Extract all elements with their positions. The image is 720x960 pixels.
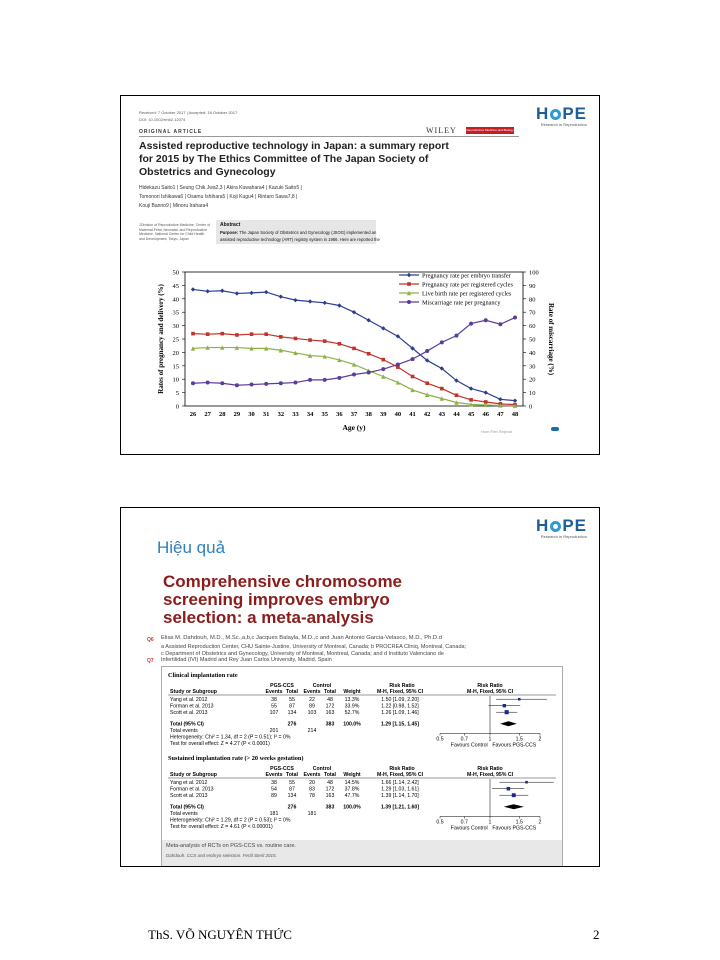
data-point: [367, 352, 371, 356]
hope-logo-2: H PE Research in Reproduction: [536, 516, 587, 539]
favours-right: Favours PGS-CCS: [492, 825, 537, 832]
risk-ratio-ci: 1.39 [1.14, 1.70]: [381, 793, 419, 799]
data-point: [220, 289, 224, 293]
total-control: 172: [325, 703, 335, 710]
x-tick-label: 45: [467, 411, 475, 418]
data-point: [279, 294, 283, 298]
group-header: Risk Ratio: [389, 683, 415, 689]
data-point: [469, 398, 473, 402]
forest-tick-label: 0.7: [460, 819, 468, 826]
column-header: Events: [265, 772, 283, 778]
y-tick-label: 50: [172, 269, 179, 277]
data-point: [294, 337, 298, 341]
y-tick-label: 0: [175, 403, 179, 411]
y-tick-label: 45: [172, 282, 179, 290]
x-tick-label: 31: [262, 411, 270, 418]
weight: 47.7%: [344, 793, 360, 799]
series-line: [193, 348, 515, 406]
y2-tick-label: 80: [529, 296, 536, 304]
data-point: [440, 340, 444, 344]
data-point: [235, 291, 239, 295]
data-point: [323, 378, 327, 382]
risk-ratio-ci: 1.26 [1.09, 1.46]: [381, 710, 419, 716]
data-point: [235, 333, 239, 337]
data-point: [250, 332, 254, 336]
events-pgs: 55: [271, 703, 277, 710]
y2-tick-label: 10: [529, 390, 536, 398]
data-point: [308, 299, 312, 303]
data-point: [352, 347, 356, 351]
total-ci: 1.39 [1.21, 1.60]: [380, 804, 420, 811]
data-point: [469, 386, 473, 390]
data-point: [425, 381, 429, 385]
column-header: Events: [265, 689, 283, 695]
data-point: [407, 300, 411, 304]
y-axis-label: Rates of pregnancy and delivery (%): [157, 284, 165, 394]
affiliation: 1Division of Reproductive Medicine, Center of Maternal-Fetal, Neonatal, and Reproductive Medicine, National Center for Child Health and Development, Tokyo, Japan: [139, 223, 211, 241]
data-point: [381, 326, 385, 330]
total-control: 383: [325, 804, 335, 811]
data-point: [498, 322, 502, 326]
column-header: Weight: [343, 772, 361, 778]
slide-heading: Hiệu quả: [157, 538, 226, 557]
events-pgs: 38: [271, 697, 277, 703]
risk-ratio-ci: 1.50 [1.09, 2.20]: [381, 697, 419, 703]
data-point: [206, 332, 210, 336]
total-control: 163: [325, 710, 335, 716]
forest-title-1: Clinical implantation rate: [168, 672, 238, 679]
favours-right: Favours PGS-CCS: [492, 742, 537, 749]
pooled-diamond: [500, 721, 517, 726]
data-point: [205, 289, 209, 293]
risk-ratio-ci: 1.22 [0.98, 1.52]: [381, 703, 419, 710]
page-number: 2: [593, 927, 600, 942]
doi-line: DOI: 10.1002/rmb2.12074: [139, 117, 186, 122]
group-header: Risk Ratio: [477, 683, 503, 689]
data-point: [249, 291, 253, 295]
total-pgs: 134: [287, 710, 297, 716]
footer-author: ThS. VÕ NGUYÊN THỨC: [148, 927, 292, 942]
study-estimate: [503, 704, 506, 707]
risk-ratio-ci: 1.29 [1.03, 1.61]: [381, 786, 419, 793]
risk-ratio-ci: 1.66 [1.14, 2.42]: [381, 780, 419, 786]
total-pgs: 134: [287, 793, 297, 799]
study-estimate: [507, 787, 511, 791]
x-tick-label: 33: [292, 411, 299, 418]
study-name: Yang et al. 2012: [170, 780, 208, 786]
y2-axis-label: Rate of miscarriage (%): [547, 302, 555, 376]
forest-tick-label: 0.7: [460, 736, 468, 743]
events-control: 103: [307, 710, 317, 716]
data-point: [308, 378, 312, 382]
events-control: 89: [309, 703, 315, 710]
data-point: [337, 376, 341, 380]
column-header: M-H, Fixed, 95% CI: [466, 689, 514, 695]
caption: Meta-analysis of RCTs on PGS-CCS vs. routine care.: [166, 843, 296, 849]
q-mark-1: Q6: [147, 637, 154, 643]
y-tick-label: 10: [172, 376, 179, 384]
data-point: [264, 332, 268, 336]
events-pgs: 54: [271, 786, 277, 793]
x-tick-label: 40: [394, 411, 402, 418]
group-header: Control: [312, 766, 332, 772]
data-point: [250, 383, 254, 387]
x-tick-label: 27: [204, 411, 211, 418]
y2-tick-label: 0: [529, 403, 533, 411]
events-label: Total events: [170, 811, 198, 817]
x-tick-label: 34: [306, 411, 314, 418]
chart-body: [157, 270, 555, 433]
legend-label: Pregnancy rate per embryo transfer: [422, 272, 511, 280]
data-point: [279, 335, 283, 339]
y2-tick-label: 100: [529, 269, 539, 277]
study-estimate: [512, 793, 516, 797]
slide-1: [120, 95, 600, 455]
data-point: [484, 390, 488, 394]
brand-mark: [551, 427, 559, 431]
data-point: [454, 334, 458, 338]
forest-tick-label: 1.5: [515, 736, 523, 743]
forest-tick-label: 0.5: [436, 736, 444, 743]
y2-tick-label: 70: [529, 309, 536, 317]
publisher-logo: WILEY: [426, 126, 457, 135]
data-point: [455, 393, 459, 397]
group-header: PGS-CCS: [270, 766, 294, 772]
data-point: [440, 387, 444, 391]
author-list: Hidekazu Saito1 | Seung Chik Jwa2,3 | Akira Kuwahara4 | Kazuki Saito5 | Tomonori Ishikawa6 | Osamu Ishihara5 | Koji Kugu4 | Rintaro Sawa7,8 | Kouji Banno9 | Minoru Irahara4: [139, 185, 302, 209]
data-point: [396, 362, 400, 366]
x-tick-label: 38: [365, 411, 372, 418]
data-point: [407, 273, 411, 277]
column-header: Total: [323, 772, 337, 778]
study-estimate: [505, 710, 509, 714]
paper-authors: Elias M. Dahdouh, M.D., M.Sc.,a,b,c Jacques Balayla, M.D.,c and Juan Antonio Garcia-Velasco, M.D., Ph.D.d: [161, 635, 442, 641]
hope-logo: H PE Research in Reproduction: [536, 104, 587, 127]
x-tick-label: 41: [409, 411, 416, 418]
y2-tick-label: 50: [529, 336, 536, 344]
weight: 13.3%: [344, 697, 360, 703]
overall-effect: Test for overall effect: Z = 4.61 (P < 0.00001): [170, 824, 273, 830]
article-title: Assisted reproductive technology in Japan: a summary report for 2015 by The Ethics Committee of The Japan Society of Obstetrics and Gynecology: [139, 140, 449, 178]
total-pgs: 276: [287, 804, 297, 811]
data-point: [191, 381, 195, 385]
logo-subtitle: Research in Reproduction: [540, 122, 587, 127]
legend-label: Miscarriage rate per pregnancy: [422, 299, 501, 307]
data-point: [381, 367, 385, 371]
y-tick-label: 40: [172, 296, 179, 304]
y2-tick-label: 30: [529, 363, 536, 371]
x-tick-label: 28: [219, 411, 226, 418]
legend-label: Live birth rate per registered cycles: [422, 290, 512, 298]
total-control: 48: [327, 780, 333, 786]
data-point: [498, 397, 502, 401]
data-point: [407, 282, 411, 286]
study-name: Yang et al. 2012: [170, 697, 208, 703]
data-point: [484, 318, 488, 322]
total-pgs: 87: [289, 786, 295, 793]
x-tick-label: 30: [248, 411, 255, 418]
events-pgs: 107: [269, 710, 279, 716]
column-header: Study or Subgroup: [170, 689, 217, 695]
column-header: Total: [285, 689, 299, 695]
heterogeneity: Heterogeneity: Chi² = 1.34, df = 2 (P = 0.51); I² = 0%: [170, 734, 291, 741]
x-tick-label: 32: [277, 411, 285, 418]
column-header: Total: [285, 772, 299, 778]
total-pgs: 87: [289, 703, 295, 710]
forest-tick-label: 1: [488, 736, 492, 743]
caption-box: [161, 840, 563, 867]
citation: Dahdouh. CCS and embryo selection. Fertil Steril 2015.: [166, 853, 277, 858]
study-estimate: [518, 698, 521, 701]
x-tick-label: 43: [438, 411, 446, 418]
data-point: [308, 338, 312, 342]
data-point: [279, 381, 283, 385]
received-line: Received: 7 October 2017 | Accepted: 16 October 2017: [139, 110, 238, 115]
data-point: [264, 290, 268, 294]
events-pgs-total: 201: [269, 728, 279, 734]
total-pgs: 276: [287, 721, 297, 728]
study-name: Forman et al. 2013: [170, 703, 214, 710]
paper-title: Comprehensive chromosome screening improves embryo selection: a meta-analysis: [163, 572, 403, 627]
events-pgs: 89: [271, 793, 277, 799]
total-ci: 1.29 [1.15, 1.45]: [380, 721, 420, 728]
group-header: Risk Ratio: [477, 766, 503, 772]
study-name: Forman et al. 2013: [170, 786, 214, 793]
column-header: M-H, Fixed, 95% CI: [376, 689, 424, 695]
events-label: Total events: [170, 728, 198, 734]
column-header: Weight: [343, 689, 361, 695]
data-point: [367, 371, 371, 375]
age-rates-chart: [121, 96, 600, 455]
events-control-total: 181: [307, 811, 317, 817]
overall-effect: Test for overall effect: Z = 4.27 (P < 0.0001): [170, 741, 270, 747]
events-pgs-total: 181: [269, 811, 279, 817]
data-point: [337, 303, 341, 307]
forest-plots: [162, 667, 562, 849]
total-label: Total (95% CI): [170, 804, 204, 811]
y-tick-label: 20: [172, 349, 179, 357]
column-header: Events: [303, 689, 321, 695]
series-line: [193, 334, 515, 405]
data-point: [411, 357, 415, 361]
y-tick-label: 25: [172, 336, 179, 344]
group-header: Control: [312, 683, 332, 689]
data-point: [425, 349, 429, 353]
group-header: Risk Ratio: [389, 766, 415, 772]
column-header: Events: [303, 772, 321, 778]
data-point: [338, 342, 342, 346]
x-tick-label: 26: [189, 411, 197, 418]
total-pgs: 55: [289, 780, 295, 786]
x-tick-label: 44: [453, 411, 460, 418]
y-tick-label: 5: [175, 390, 179, 398]
favours-left: Favours Control: [450, 825, 488, 832]
x-tick-label: 48: [511, 411, 519, 418]
forest-tick-label: 1.5: [515, 819, 523, 826]
y2-tick-label: 60: [529, 323, 536, 331]
group-header: PGS-CCS: [270, 683, 294, 689]
y2-tick-label: 20: [529, 376, 536, 384]
events-control: 22: [309, 697, 315, 703]
events-control: 20: [309, 780, 315, 786]
total-pgs: 55: [289, 697, 295, 703]
data-point: [411, 375, 415, 379]
section-label: ORIGINAL ARTICLE: [139, 129, 203, 135]
x-tick-label: 46: [482, 411, 489, 418]
data-point: [220, 332, 224, 336]
total-control: 172: [325, 786, 335, 793]
study-name: Scott et al. 2013: [170, 793, 208, 799]
forest-panel: [161, 666, 563, 850]
column-header: M-H, Fixed, 95% CI: [376, 772, 424, 778]
total-weight: 100.0%: [343, 721, 361, 728]
events-pgs: 38: [271, 780, 277, 786]
y-tick-label: 35: [172, 309, 179, 317]
weight: 14.5%: [344, 780, 360, 786]
paper-affiliations: a Assisted Reproduction Center, CHU Sainte-Justine, University of Montreal, Canada; b PROCREA Cliniq, Montreal, Canada; c Department of Obstetrics and Gynecology, University of Montreal, Montreal, Canada; and d Instituto Valenciano de Infertilidad (IVI) Madrid and Rey Juan Carlos University, Madrid, Spain: [161, 644, 467, 663]
data-point: [513, 316, 517, 320]
data-point: [293, 381, 297, 385]
total-control: 383: [325, 721, 335, 728]
weight: 37.8%: [344, 786, 360, 793]
data-point: [220, 381, 224, 385]
forest-tick-label: 2: [538, 819, 542, 826]
data-point: [191, 287, 195, 291]
y-tick-label: 15: [172, 363, 179, 371]
forest-tick-label: 1: [488, 819, 492, 826]
logo-subtitle-2: Research in Reproduction: [540, 534, 587, 539]
forest-tick-label: 0.5: [436, 819, 444, 826]
weight: 33.9%: [344, 703, 360, 710]
data-point: [323, 339, 327, 343]
weight: 52.7%: [344, 710, 360, 716]
column-header: Study or Subgroup: [170, 772, 217, 778]
x-tick-label: 39: [380, 411, 387, 418]
footer-fragment: Hum Fert Reprod: [481, 429, 512, 434]
slide-2: [120, 507, 600, 867]
y-tick-label: 30: [172, 323, 179, 331]
study-estimate: [525, 781, 528, 784]
events-control-total: 214: [307, 728, 317, 734]
data-point: [191, 332, 195, 336]
journal-badge: Reproductive Medicine and Biology: [466, 128, 514, 132]
x-tick-label: 35: [321, 411, 328, 418]
forest-tick-label: 2: [538, 736, 542, 743]
column-header: M-H, Fixed, 95% CI: [466, 772, 514, 778]
y2-tick-label: 90: [529, 282, 536, 290]
x-tick-label: 37: [350, 411, 358, 418]
total-weight: 100.0%: [343, 804, 361, 811]
x-tick-label: 36: [336, 411, 343, 418]
data-point: [235, 383, 239, 387]
data-point: [352, 373, 356, 377]
legend-label: Pregnancy rate per registered cycles: [422, 281, 513, 289]
study-name: Scott et al. 2013: [170, 710, 208, 716]
data-point: [293, 298, 297, 302]
x-tick-label: 29: [233, 411, 241, 418]
abstract-box: Abstract Purpose: The Japan Society of Obstetrics and Gynecology (JSOG) implemented an assisted reproductive technology (ART) registry system in 1986. Here are reported the: [216, 220, 376, 244]
heterogeneity: Heterogeneity: Chi² = 1.29, df = 2 (P = 0.53); I² = 0%: [170, 817, 291, 824]
q-mark-2: Q7: [147, 658, 154, 664]
data-point: [366, 318, 370, 322]
total-control: 163: [325, 793, 335, 799]
forest-title-2: Sustained implantation rate (> 20 weeks gestation): [168, 755, 304, 762]
x-tick-label: 47: [497, 411, 504, 418]
data-point: [352, 310, 356, 314]
data-point: [381, 358, 385, 362]
data-point: [513, 398, 517, 402]
x-axis-label: Age (y): [342, 423, 366, 432]
data-point: [323, 301, 327, 305]
total-control: 48: [327, 697, 333, 703]
favours-left: Favours Control: [450, 742, 488, 749]
data-point: [206, 381, 210, 385]
column-header: Total: [323, 689, 337, 695]
events-control: 83: [309, 786, 315, 793]
events-control: 78: [309, 793, 315, 799]
data-point: [469, 322, 473, 326]
x-tick-label: 42: [423, 411, 431, 418]
y2-tick-label: 40: [529, 349, 536, 357]
data-point: [264, 382, 268, 386]
total-label: Total (95% CI): [170, 721, 204, 728]
pooled-diamond: [504, 804, 524, 809]
